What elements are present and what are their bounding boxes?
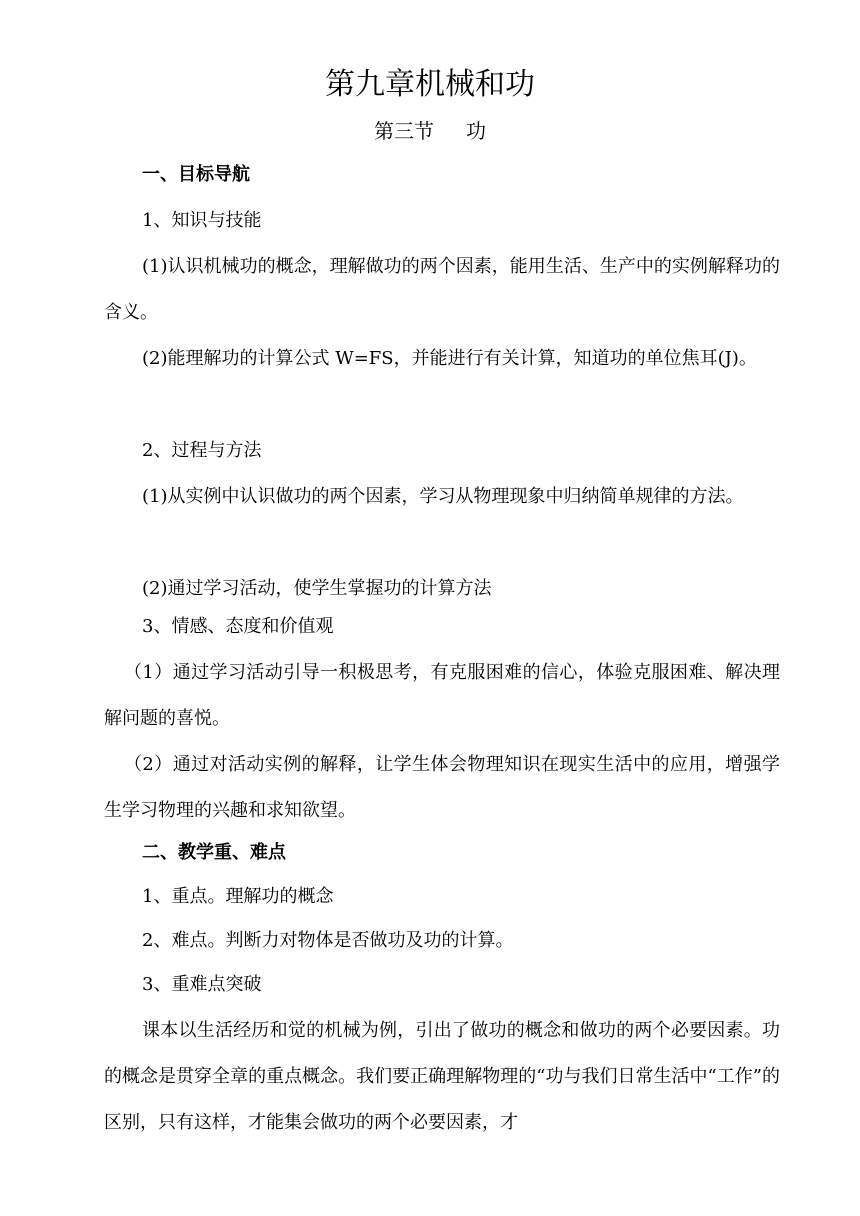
paragraph-process-2: (2)通过学习活动，使学生掌握功的计算方法 [142, 578, 492, 599]
paragraph-difficult-point: 2、难点。判断力对物体是否做功及功的计算。 [142, 930, 514, 951]
heading-objectives: 一、目标导航 [142, 164, 250, 185]
paragraph-key-point: 1、重点。理解功的概念 [142, 886, 334, 907]
subheading-process-methods: 2、过程与方法 [142, 440, 262, 461]
subheading-emotion-values: 3、情感、态度和价值观 [142, 616, 334, 637]
section-title [0, 118, 860, 144]
chapter-title: 第九章机械和功 [325, 67, 535, 102]
paragraph-knowledge-2: (2)能理解功的计算公式 W=FS，并能进行有关计算，知道功的单位焦耳(J)。 [142, 348, 757, 369]
paragraph-knowledge-1: (1)认识机械功的概念，理解做功的两个因素，能用生活、生产中的实例解释功的含义。 [104, 256, 780, 323]
paragraph-process-1: (1)从实例中认识做功的两个因素，学习从物理现象中归纳简单规律的方法。 [142, 486, 744, 507]
paragraph-emotion-1: （1）通过学习活动引导一积极思考，有克服困难的信心，体验克服困难、解决理解问题的喜悦。 [104, 662, 780, 729]
section-name: 功 [466, 119, 486, 143]
section-number: 第三节 [374, 119, 434, 143]
paragraph-emotion-2: （2）通过对活动实例的解释，让学生体会物理知识在现实生活中的应用，增强学生学习物理的兴趣和求知欲望。 [104, 754, 780, 821]
subheading-breakthrough: 3、重难点突破 [142, 974, 262, 995]
heading-key-difficult-points: 二、教学重、难点 [142, 842, 286, 863]
subheading-knowledge-skills: 1、知识与技能 [142, 210, 262, 231]
paragraph-breakthrough: 课本以生活经历和觉的机械为例，引出了做功的概念和做功的两个必要因素。功的概念是贯穿全章的重点概念。我们要正确理解物理的“功与我们日常生活中“工作”的区别，只有这样，才能集会做功的两个必要因素，才 [104, 1020, 780, 1133]
